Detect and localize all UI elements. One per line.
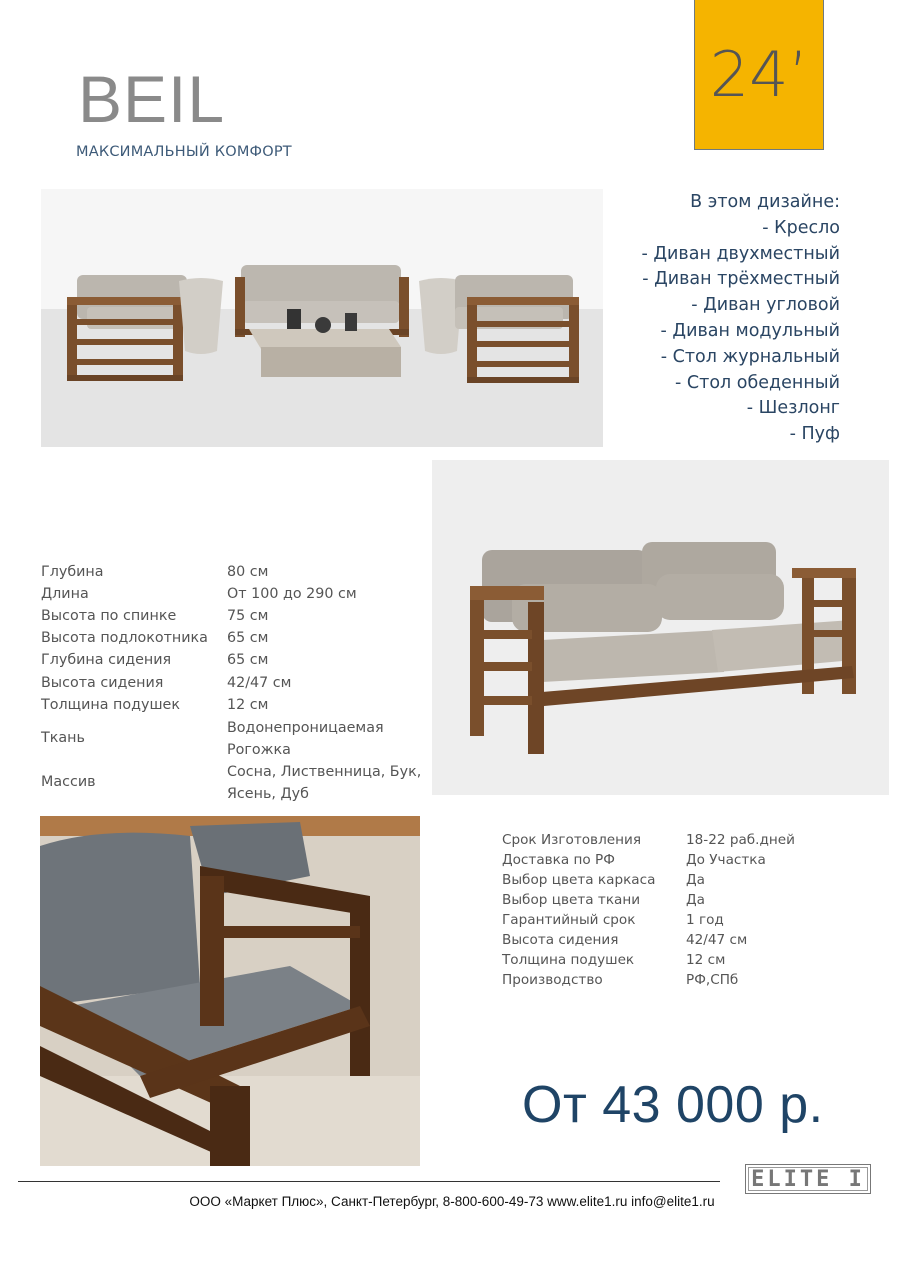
spec-label: Длина [41, 586, 89, 602]
product-subtitle: МАКСИМАЛЬНЫЙ КОМФОРТ [76, 144, 292, 160]
spec-label: Высота по спинке [41, 608, 177, 624]
spec-value: Водонепроницаемая [227, 720, 384, 736]
spec-value: Да [686, 872, 705, 888]
spec-value: От 100 до 290 см [227, 586, 357, 602]
spec-label: Гарантийный срок [502, 912, 636, 928]
spec-value: 42/47 см [227, 675, 292, 691]
brand-logo: ELITE I [745, 1164, 871, 1194]
spec-value: Ясень, Дуб [227, 786, 309, 802]
spec-label: Высота подлокотника [41, 630, 208, 646]
spec-label: Срок Изготовления [502, 832, 642, 848]
spec-value: 12 см [227, 697, 269, 713]
spec-label: Толщина подушек [41, 697, 180, 713]
spec-label: Массив [41, 774, 96, 790]
spec-label: Выбор цвета каркаса [502, 872, 656, 888]
design-list-item: - Стол обеденный [675, 372, 840, 393]
photo-armchair [40, 816, 420, 1166]
spec-value: Сосна, Лиственница, Бук, [227, 764, 422, 780]
footer-divider [18, 1181, 720, 1182]
design-list-heading: В этом дизайне: [690, 192, 840, 212]
spec-value: 1 год [686, 912, 724, 928]
photo-furniture-set [41, 189, 603, 447]
spec-value: 75 см [227, 608, 269, 624]
design-list-item: - Диван двухместный [641, 243, 840, 264]
spec-value: Рогожка [227, 742, 291, 758]
design-list-item: - Стол журнальный [660, 346, 840, 367]
spec-label: Глубина [41, 564, 104, 580]
product-title: BEIL [78, 62, 226, 136]
spec-value: 80 см [227, 564, 269, 580]
design-list [641, 190, 840, 448]
spec-value: 65 см [227, 630, 269, 646]
spec-value: 42/47 см [686, 932, 748, 948]
design-list-item: - Кресло [762, 217, 840, 238]
spec-value: 18-22 раб.дней [686, 832, 795, 848]
design-list-item: - Диван модульный [660, 320, 840, 341]
spec-value: РФ,СПб [686, 972, 739, 988]
price: От 43 000 р. [522, 1076, 824, 1134]
size-badge: 24’ [694, 0, 824, 150]
design-list-item: - Пуф [789, 424, 840, 445]
spec-label: Высота сидения [41, 675, 164, 691]
spec-value: 65 см [227, 652, 269, 668]
spec-label: Ткань [41, 730, 85, 746]
spec-label: Доставка по РФ [502, 852, 615, 868]
design-list-item: - Диван трёхместный [642, 269, 840, 290]
spec-label: Производство [502, 972, 603, 988]
spec-label: Глубина сидения [41, 652, 172, 668]
spec-label: Толщина подушек [502, 952, 635, 968]
spec-value: 12 см [686, 952, 726, 968]
spec-value: До Участка [686, 852, 766, 868]
spec-value: Да [686, 892, 705, 908]
design-list-item: - Диван угловой [691, 295, 840, 316]
footer-contacts: ООО «Маркет Плюс», Санкт-Петербург, 8-800-600-49-73 www.elite1.ru info@elite1.ru [189, 1194, 715, 1209]
photo-sofa [432, 460, 889, 795]
spec-label: Высота сидения [502, 932, 619, 948]
spec-label: Выбор цвета ткани [502, 892, 641, 908]
design-list-item: - Шезлонг [746, 398, 840, 419]
